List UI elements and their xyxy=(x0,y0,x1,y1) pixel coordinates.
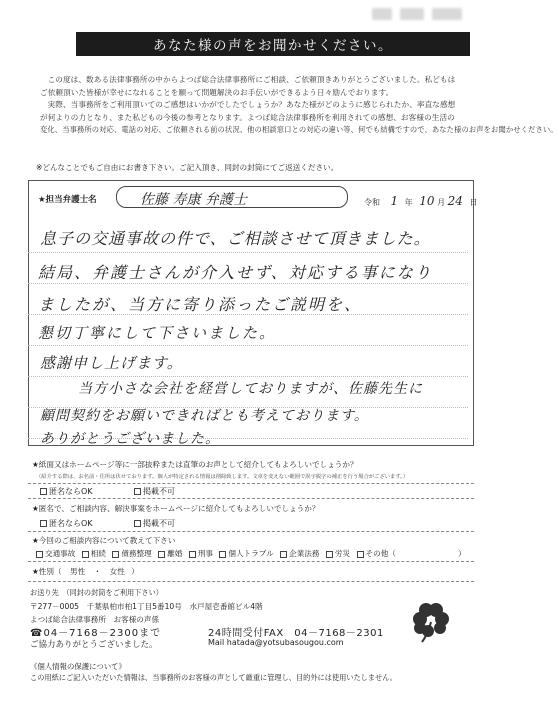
close-paren: ） xyxy=(458,549,466,558)
checkbox[interactable] xyxy=(36,551,43,558)
handwriting-line: ましたが、当方に寄り添ったご説明を、 xyxy=(38,295,363,314)
intro-line: ご依頼頂いた皆様が幸せになれることを願って問題解決のお手伝いができるよう日々励んでおります。 xyxy=(40,87,394,97)
handwriting-line: 息子の交通事故の件で、ご相談させて頂きました。 xyxy=(40,229,431,248)
redacted-mark xyxy=(372,8,392,20)
option-labor[interactable]: 労災 xyxy=(326,549,350,558)
handwriting-line: ありがとうございました。 xyxy=(40,431,220,447)
checkbox[interactable] xyxy=(219,551,226,558)
redacted-mark xyxy=(400,8,424,20)
handwriting-line: 結局、弁護士さんが介入せず、対応する事になり xyxy=(38,263,433,282)
checkbox[interactable] xyxy=(112,551,119,558)
intro-line: が何よりの力となり、また私どもの今後の参考となります。よつば総合法律事務所を利用されての感想、お客様の生活の xyxy=(40,112,455,122)
redacted-mark xyxy=(432,8,462,20)
question-case-publish: ★匿名で、ご相談内容、解決事案をホームページに紹介してもよろしいでしょうか？ xyxy=(32,504,320,513)
option-personal-trouble[interactable]: 個人トラブル xyxy=(219,549,273,558)
intro-line: 実際、当事務所をご利用頂いてのご感想はいかがでしたでしょうか？あなた様がどのように感じられたか、率直な感想 xyxy=(47,100,456,110)
divider xyxy=(28,483,474,484)
intro-text xyxy=(40,74,558,137)
ruled-line xyxy=(28,283,468,284)
privacy-title: 《個人情報の保護について》 xyxy=(30,662,126,671)
handwriting-line: 懇切丁寧にして下さいました。 xyxy=(38,324,277,342)
page-title: あなた様の声をお聞かせください。 xyxy=(76,32,470,56)
divider xyxy=(28,531,474,532)
ruled-line xyxy=(28,252,468,253)
checkbox[interactable] xyxy=(357,551,364,558)
lawyer-name: 佐藤 寿康 弁護士 xyxy=(140,192,247,208)
intro-note: ※どんなことでもご自由にお書き下さい。ご記入頂き、同封の封筒にてご返送ください。 xyxy=(36,163,339,172)
option-anonymous-ok[interactable]: 匿名ならOK xyxy=(40,486,93,497)
fax: 24時間受付FAX 04－7168－2301 xyxy=(208,628,384,639)
checkbox[interactable] xyxy=(326,551,333,558)
checkbox[interactable] xyxy=(280,551,287,558)
privacy-text: この用紙にご記入いただいた情報は、当事務所のお客様の声として厳重に管理し、目的外には使用いたしません。 xyxy=(30,673,397,682)
option-anonymous-ok[interactable]: 匿名ならOK xyxy=(40,518,93,529)
option-not-allowed[interactable]: 掲載不可 xyxy=(134,486,175,497)
date-field: 令和 1 年 10 月 24 日 xyxy=(364,194,478,208)
option-corporate[interactable]: 企業法務 xyxy=(280,549,319,558)
address: 〒277－0005 千葉県柏市柏1丁目5番10号 水戸屋壱番館ビル4階 xyxy=(30,602,263,611)
checkbox[interactable] xyxy=(189,551,196,558)
checkbox[interactable] xyxy=(134,520,141,527)
handwriting-line: 当方小さな会社を経営しておりますが、佐藤先生に xyxy=(78,381,423,397)
option-other[interactable]: その他（ xyxy=(357,549,396,558)
question-publish-note: （紹介する際は、お名前・住所は伏せております。個人が特定される情報は削除致します。文章を変えない範囲で誤字脱字の補正を行う場合がございます。） xyxy=(36,474,409,480)
lawyer-label: ★担当弁護士名 xyxy=(38,195,97,205)
gender-female[interactable]: 女性 xyxy=(109,567,125,576)
option-criminal[interactable]: 刑事 xyxy=(189,549,213,558)
checkbox[interactable] xyxy=(40,488,47,495)
checkbox[interactable] xyxy=(40,520,47,527)
option-traffic[interactable]: 交通事故 xyxy=(36,549,75,558)
checkbox[interactable] xyxy=(134,488,141,495)
mail: Mail hatada@yotsubasougou.com xyxy=(208,638,344,647)
question-consult-type: ★今回のご相談内容について教えて下さい xyxy=(32,536,176,545)
send-to: お送り先 （同封の封筒をご利用下さい） xyxy=(30,588,163,597)
clover-logo-icon xyxy=(410,598,454,644)
divider xyxy=(28,581,474,582)
divider xyxy=(28,498,474,499)
handwriting-line: 感謝申し上げます。 xyxy=(40,354,183,372)
divider xyxy=(28,561,474,562)
gender-male[interactable]: 男性 xyxy=(70,567,86,576)
question-publish: ★紙面又はホームページ等に一部抜粋または直筆のお声として紹介してもよろしいでしょうか？ xyxy=(32,460,358,469)
option-debt[interactable]: 債務整理 xyxy=(112,549,151,558)
intro-line: 変化、当事務所の対応、電話の対応、ご依頼される前の状況、他の相談窓口との対応の違い等、何でも結構ですので、あなた様のお声をお聞かせください。 xyxy=(40,125,558,135)
handwriting-line: 顧問契約をお願いできればとも考えております。 xyxy=(40,408,369,424)
consult-type-options xyxy=(36,548,396,559)
option-divorce[interactable]: 離婚 xyxy=(158,549,182,558)
checkbox[interactable] xyxy=(158,551,165,558)
thanks: ご協力ありがとうございました。 xyxy=(30,640,158,650)
option-inheritance[interactable]: 相続 xyxy=(82,549,106,558)
ruled-line xyxy=(28,376,468,377)
ruled-line xyxy=(28,345,468,346)
office-name: よつば総合法律事務所 お客様の声係 xyxy=(30,615,160,624)
intro-line: この度は、数ある法律事務所の中からよつば総合法律事務所にご相談、ご依頼頂きありがとうございました。私どもは xyxy=(47,75,456,84)
question-gender: ★性別（ 男性 ・ 女性 ） xyxy=(32,567,139,576)
tel: ☎04－7168－2300まで xyxy=(30,628,162,639)
option-not-allowed[interactable]: 掲載不可 xyxy=(134,518,175,529)
checkbox[interactable] xyxy=(82,551,89,558)
